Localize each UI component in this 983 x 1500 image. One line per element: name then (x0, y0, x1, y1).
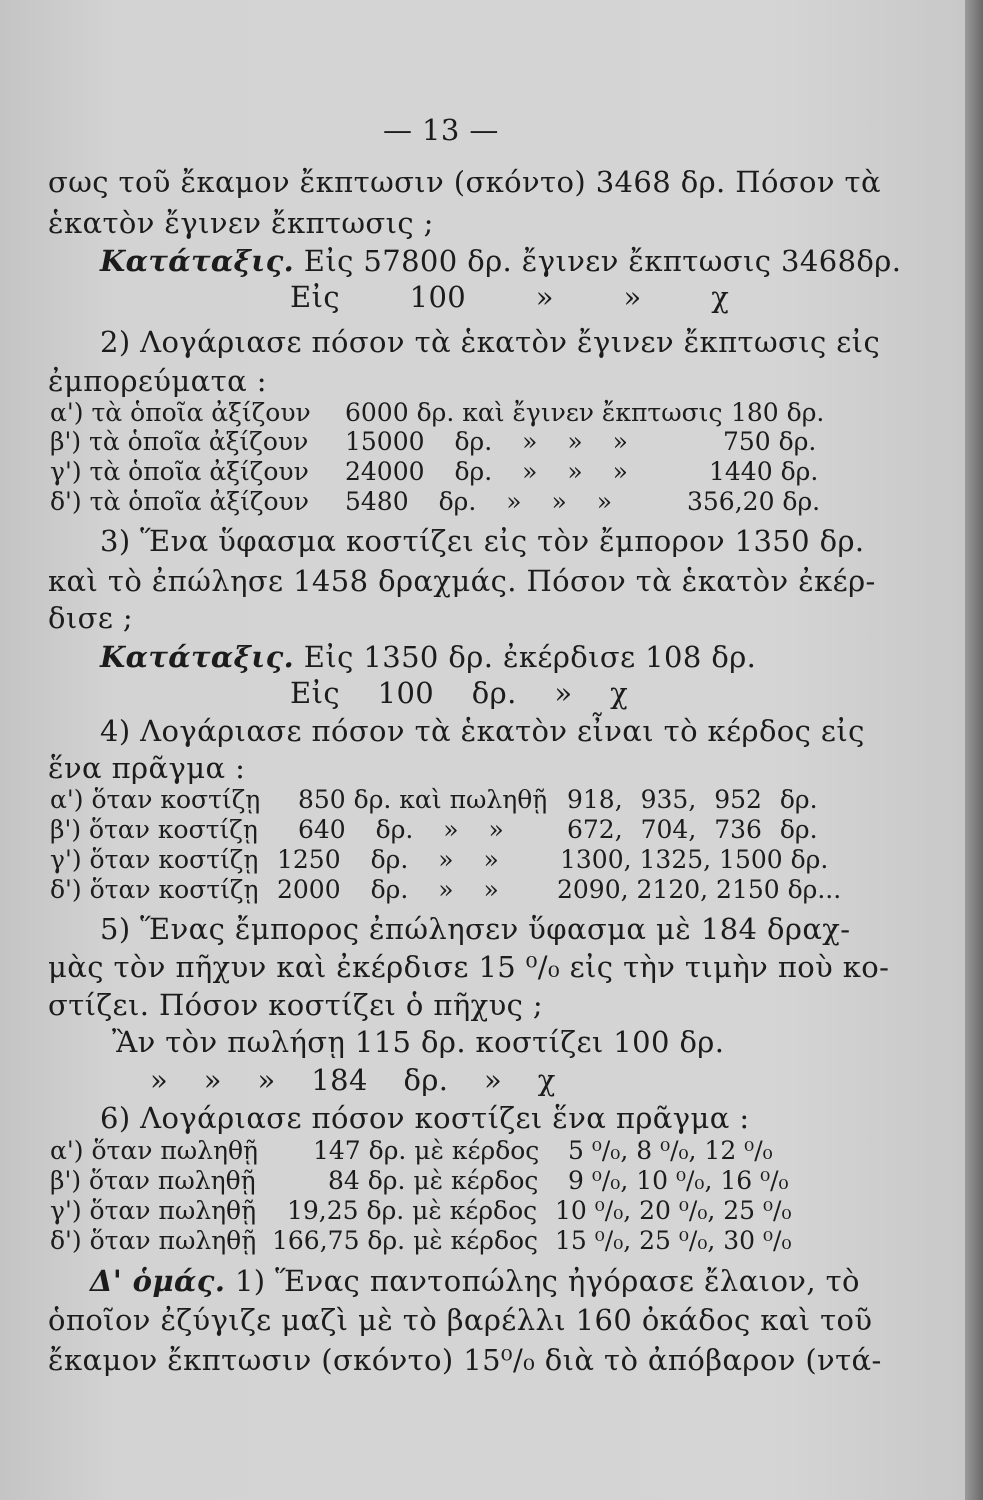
table-cell: 356,20 δρ. (687, 487, 821, 516)
text-line: » » » 184 δρ. » χ (150, 1063, 556, 1097)
text-line: Ἂν τὸν πωλήσῃ 115 δρ. κοστίζει 100 δρ. (112, 1025, 725, 1059)
table-cell: 1250 δρ. » » (277, 845, 499, 874)
table-row: γ') ὅταν πωληθῇ (50, 1196, 257, 1225)
text-line: σως τοῦ ἔκαμον ἔκπτωσιν (σκόντο) 3468 δρ. Πόσον τὰ (48, 165, 881, 199)
table-row: α') ὅταν κοστίζῃ (50, 785, 261, 814)
page-edge (965, 0, 983, 1500)
table-cell: 672, 704, 736 δρ. (567, 815, 818, 844)
table-row: δ') ὅταν κοστίζῃ (50, 875, 259, 904)
table-cell: 5 ⁰/₀, 8 ⁰/₀, 12 ⁰/₀ (568, 1136, 773, 1165)
table-cell: 180 δρ. (731, 398, 825, 427)
text-line: 5) Ἕνας ἔμπορος ἐπώλησεν ὕφασμα μὲ 184 δραχ- (100, 912, 851, 946)
text-line: Εἰς 100 δρ. » χ (290, 676, 629, 710)
table-cell: 15000 δρ. » » » (345, 427, 628, 456)
text-line: μὰς τὸν πῆχυν καὶ ἐκέρδισε 15 ⁰/₀ εἰς τὴν τιμὴν ποὺ κο- (48, 950, 890, 984)
table-cell: 166,75 δρ. μὲ κέρδος (272, 1226, 539, 1255)
text-line: 6) Λογάριασε πόσον κοστίζει ἕνα πρᾶγμα : (100, 1101, 750, 1135)
text-line: στίζει. Πόσον κοστίζει ὁ πῆχυς ; (48, 988, 544, 1022)
page-number: — 13 — (383, 113, 499, 147)
table-cell: 9 ⁰/₀, 10 ⁰/₀, 16 ⁰/₀ (568, 1166, 789, 1195)
table-cell: 918, 935, 952 δρ. (567, 785, 818, 814)
table-cell: 2000 δρ. » » (277, 875, 499, 904)
table-row: α') τὰ ὁποῖα ἀξίζουν (50, 398, 311, 427)
table-cell: 6000 δρ. καὶ ἔγινεν ἔκπτωσις (345, 398, 723, 427)
text-line: 4) Λογάριασε πόσον τὰ ἑκατὸν εἶναι τὸ κέρδος εἰς (100, 714, 865, 748)
table-cell: 19,25 δρ. μὲ κέρδος (287, 1196, 538, 1225)
table-cell: 15 ⁰/₀, 25 ⁰/₀, 30 ⁰/₀ (555, 1226, 792, 1255)
table-row: β') τὰ ὁποῖα ἀξίζουν (50, 427, 309, 456)
table-cell: 1300, 1325, 1500 δρ. (560, 845, 829, 874)
table-row: γ') τὰ ὁποῖα ἀξίζουν (50, 457, 309, 486)
text-line: ἐμπορεύματα : (48, 364, 267, 398)
table-row: δ') ὅταν πωληθῇ (50, 1226, 257, 1255)
table-cell: 10 ⁰/₀, 20 ⁰/₀, 25 ⁰/₀ (555, 1196, 792, 1225)
table-cell: 850 δρ. καὶ πωληθῇ (298, 785, 548, 814)
table-row: β') ὅταν κοστίζῃ (50, 815, 258, 844)
text-line-rest: 1) Ἕνας παντοπώλης ἠγόρασε ἔλαιον, τὸ (234, 1264, 860, 1298)
table-cell: 147 δρ. μὲ κέρδος (313, 1136, 540, 1165)
table-cell: 1440 δρ. (709, 457, 819, 486)
table-cell: 5480 δρ. » » » (345, 487, 612, 516)
solution-label: Κατάταξις. (100, 640, 295, 674)
text-line: ὁποῖον ἐζύγιζε μαζὶ μὲ τὸ βαρέλλι 160 ὀκάδος καὶ τοῦ (48, 1303, 873, 1337)
text-line-rest: Εἰς 1350 δρ. ἐκέρδισε 108 δρ. (303, 640, 757, 674)
group-label: Δ' ὁμάς. (90, 1264, 226, 1298)
table-cell: 84 δρ. μὲ κέρδος (328, 1166, 539, 1195)
table-row: δ') τὰ ὁποῖα ἀξίζουν (50, 487, 309, 516)
table-cell: 750 δρ. (723, 427, 817, 456)
table-row: α') ὅταν πωληθῇ (50, 1136, 259, 1165)
table-cell: 2090, 2120, 2150 δρ... (557, 875, 842, 904)
table-cell: 24000 δρ. » » » (345, 457, 628, 486)
text-line: καὶ τὸ ἐπώλησε 1458 δραχμάς. Πόσον τὰ ἑκατὸν ἐκέρ- (48, 564, 876, 598)
text-line: ἕνα πρᾶγμα : (48, 751, 246, 785)
table-row: γ') ὅταν κοστίζῃ (50, 845, 259, 874)
text-line: δισε ; (48, 601, 134, 635)
text-line: Εἰς 100 » » χ (290, 280, 730, 314)
text-line: 2) Λογάριασε πόσον τὰ ἑκατὸν ἔγινεν ἔκπτωσις εἰς (100, 325, 881, 359)
text-line (90, 1264, 860, 1298)
text-line: 3) Ἕνα ὕφασμα κοστίζει εἰς τὸν ἔμπορον 1350 δρ. (100, 524, 865, 558)
text-line: ἑκατὸν ἔγινεν ἔκπτωσις ; (48, 206, 434, 240)
text-line (100, 640, 756, 674)
text-line: ἔκαμον ἔκπτωσιν (σκόντο) 15⁰/₀ διὰ τὸ ἀπόβαρον (ντά- (48, 1343, 882, 1377)
text-line (100, 244, 901, 278)
solution-label: Κατάταξις. (100, 244, 295, 278)
text-line-rest: Εἰς 57800 δρ. ἔγινεν ἔκπτωσις 3468δρ. (303, 244, 902, 278)
table-cell: 640 δρ. » » (298, 815, 504, 844)
table-row: β') ὅταν πωληθῇ (50, 1166, 256, 1195)
